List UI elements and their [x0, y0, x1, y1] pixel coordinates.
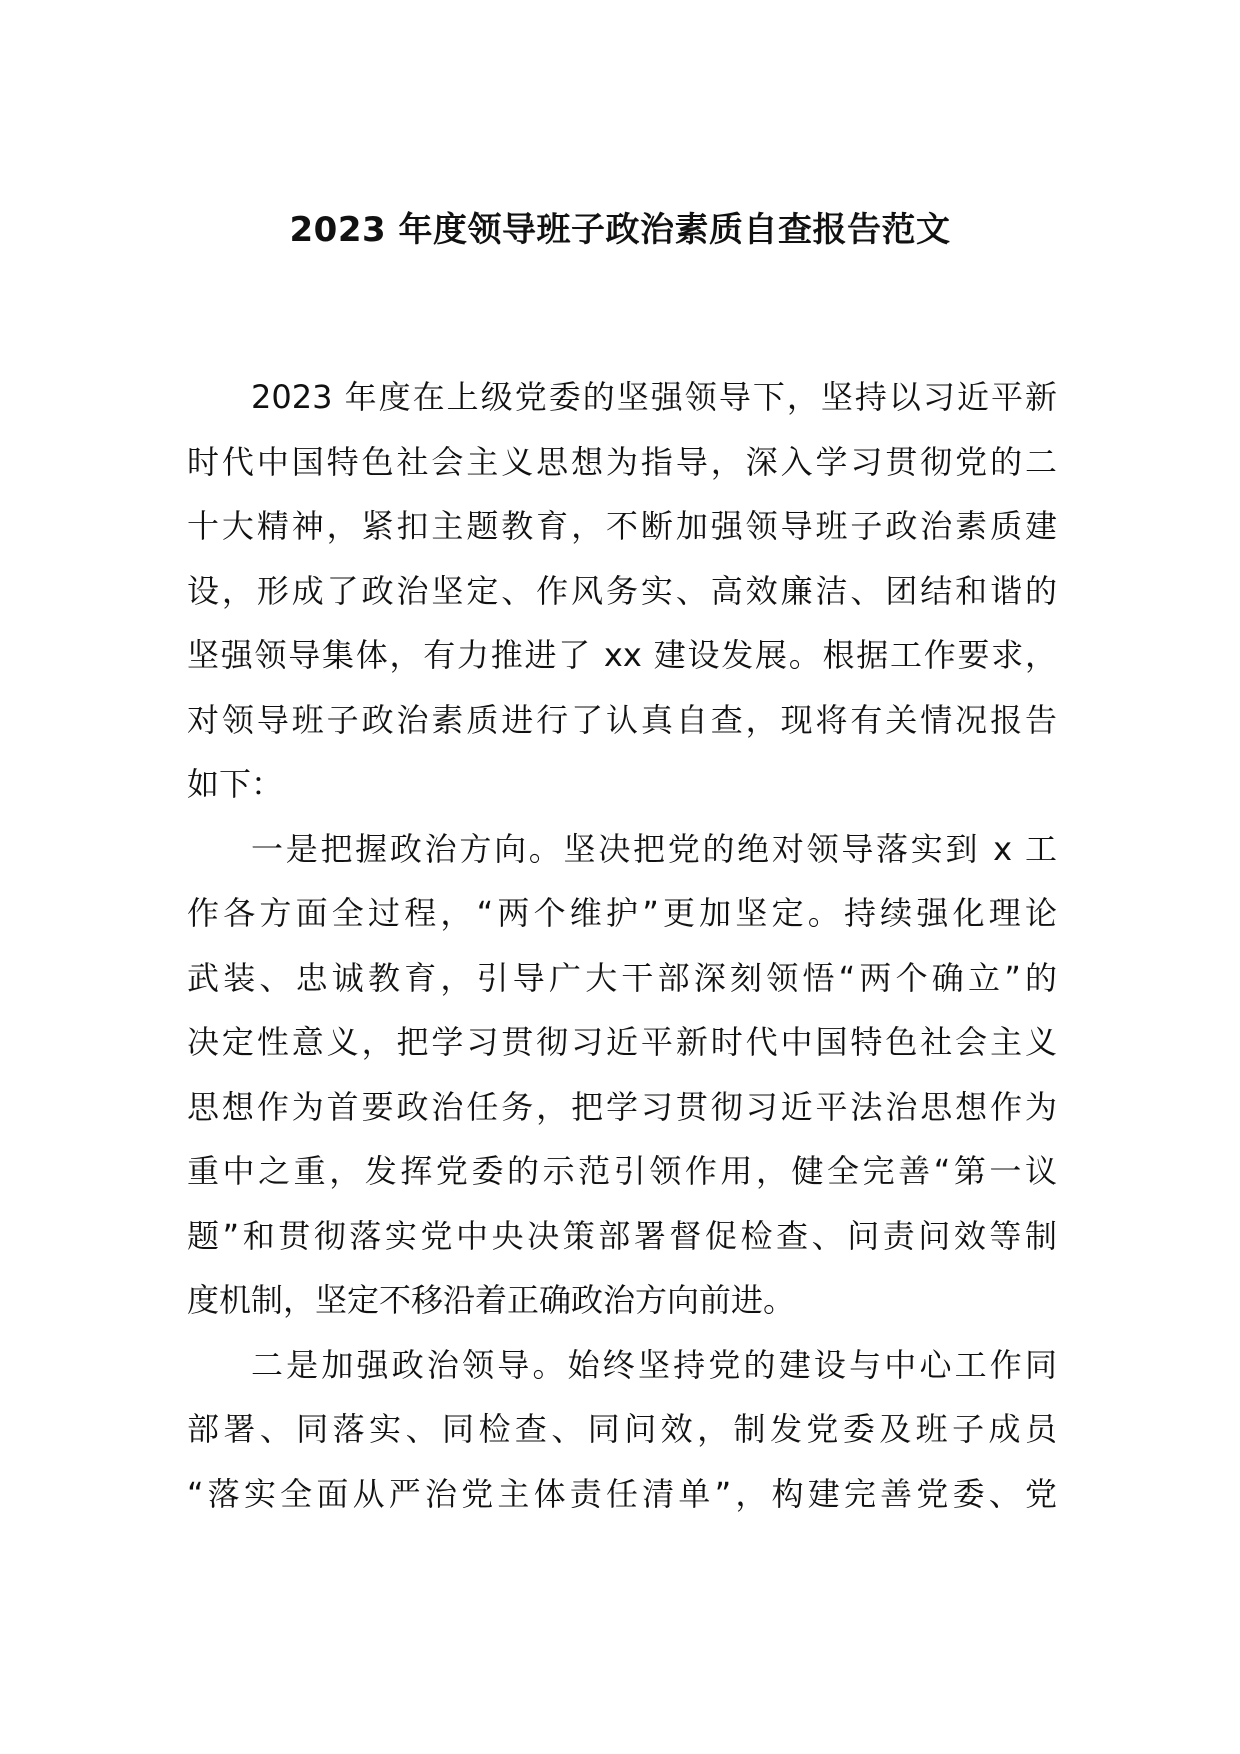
document-body [187, 365, 1057, 1526]
paragraph-3-line-3: “落实全面从严治党主体责任清单”，构建完善党委、党 [187, 1474, 1057, 1513]
paragraph-1-line-1: 2023 年度在上级党委的坚强领导下，坚持以习近平新 [251, 378, 1057, 416]
paragraph-2-line-8: 度机制，坚定不移沿着正确政治方向前进。 [187, 1281, 796, 1319]
paragraph-2-line-1: 一是把握政治方向。坚决把党的绝对领导落实到 x 工 [251, 829, 1057, 868]
paragraph-1-line-4: 设，形成了政治坚定、作风务实、高效廉洁、团结和谐的 [187, 571, 1057, 610]
document-title: 2023 年度领导班子政治素质自查报告范文 [289, 210, 951, 250]
paragraph-1-line-7: 如下： [187, 765, 284, 803]
paragraph-1-line-3: 十大精神，紧扣主题教育，不断加强领导班子政治素质建 [187, 507, 1057, 545]
paragraph-2-line-4: 决定性意义，把学习贯彻习近平新时代中国特色社会主义 [187, 1023, 1057, 1061]
paragraph-1-line-6: 对领导班子政治素质进行了认真自查，现将有关情况报告 [187, 700, 1057, 739]
paragraph-3-line-1: 二是加强政治领导。始终坚持党的建设与中心工作同 [251, 1345, 1057, 1384]
paragraph-2-line-3: 武装、忠诚教育，引导广大干部深刻领悟“两个确立”的 [187, 958, 1057, 997]
paragraph-2-line-5: 思想作为首要政治任务，把学习贯彻习近平法治思想作为 [187, 1087, 1057, 1126]
paragraph-2-line-6: 重中之重，发挥党委的示范引领作用，健全完善“第一议 [187, 1152, 1057, 1190]
paragraph-3-line-2: 部署、同落实、同检查、同问效，制发党委及班子成员 [187, 1410, 1057, 1448]
paragraph-2-line-2: 作各方面全过程，“两个维护”更加坚定。持续强化理论 [187, 894, 1057, 932]
paragraph-2-line-7: 题”和贯彻落实党中央决策部署督促检查、问责问效等制 [187, 1216, 1057, 1255]
paragraph-1-line-5: 坚强领导集体，有力推进了 xx 建设发展。根据工作要求， [187, 636, 1057, 674]
paragraph-1-line-2: 时代中国特色社会主义思想为指导，深入学习贯彻党的二 [187, 442, 1057, 481]
